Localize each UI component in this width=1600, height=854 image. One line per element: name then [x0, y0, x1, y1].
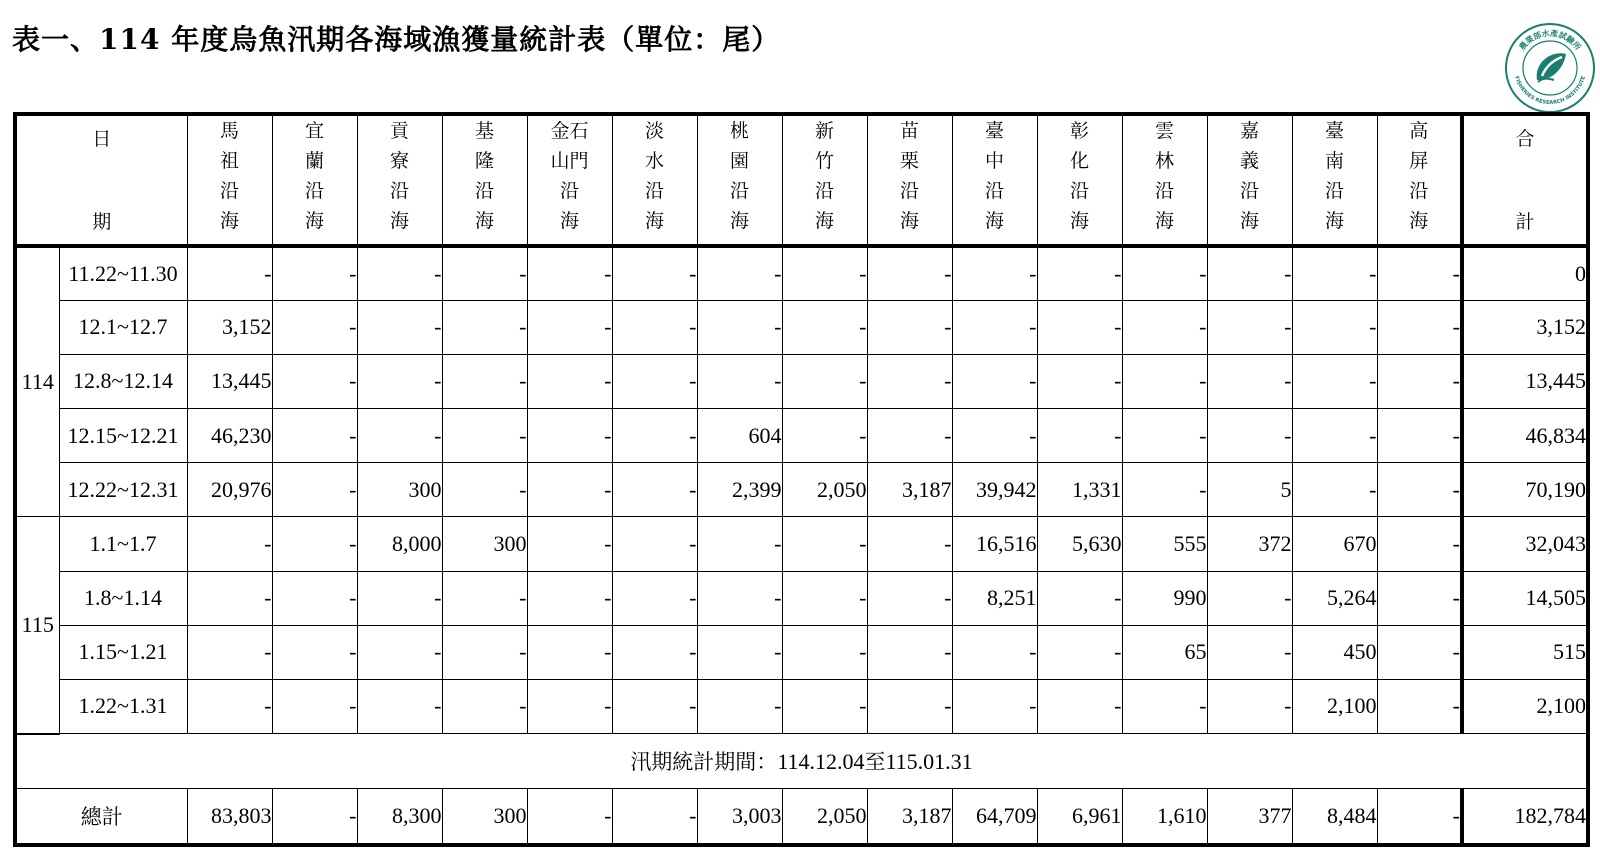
catch-value-cell: -: [187, 517, 272, 571]
region-header: [867, 114, 952, 246]
region-header-char: 雲: [1154, 120, 1174, 142]
catch-value-cell: 46,230: [187, 409, 272, 463]
table-row: [15, 517, 1588, 571]
region-header-char: 沿: [474, 180, 494, 202]
region-header-char: 中: [984, 150, 1004, 172]
period-cell: 1.15~1.21: [59, 625, 187, 679]
catch-value-cell: -: [867, 246, 952, 300]
region-header-char: 宜: [304, 120, 324, 142]
catch-value-cell: -: [782, 300, 867, 354]
region-header: [612, 114, 697, 246]
catch-value-cell: -: [952, 354, 1037, 408]
catch-value-cell: -: [1292, 409, 1377, 463]
row-total-cell: 70,190: [1462, 463, 1588, 517]
region-header-char: 高: [1409, 120, 1429, 142]
grand-total-value-cell: 8,484: [1292, 789, 1377, 845]
logo-text-top: 農業部水產試驗所: [1517, 28, 1583, 52]
catch-value-cell: -: [612, 517, 697, 571]
region-header-char: 屏: [1409, 150, 1429, 172]
region-header: [272, 114, 357, 246]
catch-value-cell: -: [272, 625, 357, 679]
catch-value-cell: -: [612, 679, 697, 733]
catch-value-cell: -: [187, 246, 272, 300]
catch-value-cell: -: [867, 517, 952, 571]
region-header: [1122, 114, 1207, 246]
catch-value-cell: 2,050: [782, 463, 867, 517]
region-header: [782, 114, 867, 246]
catch-value-cell: -: [1037, 625, 1122, 679]
region-header-char: 臺: [1324, 120, 1344, 142]
total-header-top: 合: [1515, 128, 1535, 150]
catch-value-cell: -: [272, 354, 357, 408]
region-header-char: 隆: [474, 150, 494, 172]
catch-value-cell: -: [272, 300, 357, 354]
catch-value-cell: -: [527, 409, 612, 463]
region-header-char: 海: [304, 210, 324, 232]
region-header-char: 嘉: [1239, 120, 1259, 142]
catch-value-cell: -: [952, 625, 1037, 679]
catch-value-cell: -: [697, 517, 782, 571]
region-header: [357, 114, 442, 246]
region-header: [1037, 114, 1122, 246]
catch-value-cell: 450: [1292, 625, 1377, 679]
catch-value-cell: -: [527, 300, 612, 354]
note-start-date: 114.12.04: [777, 749, 865, 775]
period-cell: 1.8~1.14: [59, 571, 187, 625]
region-header-char: 海: [729, 210, 749, 232]
region-header: [1207, 114, 1292, 246]
table-row: [15, 463, 1588, 517]
row-total-cell: 46,834: [1462, 409, 1588, 463]
table-row: [15, 354, 1588, 408]
region-header-char: 淡: [644, 120, 664, 142]
catch-value-cell: -: [442, 354, 527, 408]
region-header-char: 海: [559, 210, 579, 232]
catch-value-cell: -: [1037, 300, 1122, 354]
region-header-char: 海: [984, 210, 1004, 232]
region-header: [1292, 114, 1377, 246]
catch-value-cell: 2,399: [697, 463, 782, 517]
catch-value-cell: 2,100: [1292, 679, 1377, 733]
catch-value-cell: -: [1377, 679, 1462, 733]
catch-value-cell: -: [442, 625, 527, 679]
season-period-note: [15, 734, 1588, 789]
grand-total-sum-cell: 182,784: [1462, 789, 1588, 845]
grand-total-value-cell: -: [272, 789, 357, 845]
catch-value-cell: -: [1292, 246, 1377, 300]
region-header-char: 苗: [899, 120, 919, 142]
region-header: [527, 114, 612, 246]
catch-value-cell: 670: [1292, 517, 1377, 571]
catch-value-cell: -: [357, 409, 442, 463]
catch-value-cell: -: [952, 409, 1037, 463]
catch-value-cell: -: [272, 571, 357, 625]
region-header-char: 水: [644, 150, 664, 172]
grand-total-value-cell: 300: [442, 789, 527, 845]
catch-value-cell: -: [697, 679, 782, 733]
catch-value-cell: 39,942: [952, 463, 1037, 517]
region-header-char: 祖: [219, 150, 239, 172]
catch-value-cell: -: [187, 625, 272, 679]
table-row: [15, 300, 1588, 354]
catch-value-cell: 8,251: [952, 571, 1037, 625]
grand-total-value-cell: 6,961: [1037, 789, 1122, 845]
catch-value-cell: -: [1377, 517, 1462, 571]
catch-value-cell: -: [867, 354, 952, 408]
note-connector: 至: [864, 750, 886, 775]
table-row: [15, 625, 1588, 679]
catch-value-cell: -: [1207, 409, 1292, 463]
catch-value-cell: 3,152: [187, 300, 272, 354]
catch-value-cell: -: [442, 679, 527, 733]
catch-value-cell: -: [442, 409, 527, 463]
catch-value-cell: -: [1292, 300, 1377, 354]
catch-value-cell: -: [952, 300, 1037, 354]
grand-total-value-cell: 2,050: [782, 789, 867, 845]
region-header-char: 沿: [559, 180, 579, 202]
catch-value-cell: -: [1037, 679, 1122, 733]
catch-value-cell: -: [1377, 300, 1462, 354]
grand-total-value-cell: 1,610: [1122, 789, 1207, 845]
catch-value-cell: -: [357, 246, 442, 300]
catch-value-cell: -: [442, 246, 527, 300]
region-header-char: 林: [1154, 150, 1174, 172]
logo-text-bottom: FISHERIES RESEARCH INSTITUTE: [1513, 75, 1587, 107]
region-header-char: 金石: [550, 120, 589, 142]
row-total-cell: 32,043: [1462, 517, 1588, 571]
catch-value-cell: -: [1207, 354, 1292, 408]
catch-value-cell: 13,445: [187, 354, 272, 408]
grand-total-value-cell: 3,003: [697, 789, 782, 845]
catch-value-cell: -: [1037, 571, 1122, 625]
catch-value-cell: -: [357, 354, 442, 408]
row-total-cell: 0: [1462, 246, 1588, 300]
header-row: [15, 114, 1588, 246]
row-total-cell: 13,445: [1462, 354, 1588, 408]
region-header: [1377, 114, 1462, 246]
catch-value-cell: 5,264: [1292, 571, 1377, 625]
catch-value-cell: -: [1377, 625, 1462, 679]
catch-value-cell: 8,000: [357, 517, 442, 571]
catch-value-cell: -: [612, 625, 697, 679]
region-header-char: 桃: [729, 120, 749, 142]
row-total-cell: 515: [1462, 625, 1588, 679]
date-header-top: 日: [92, 128, 112, 150]
catch-value-cell: -: [952, 246, 1037, 300]
catch-value-cell: 300: [442, 517, 527, 571]
table-row: [15, 571, 1588, 625]
catch-value-cell: -: [187, 679, 272, 733]
catch-value-cell: -: [612, 571, 697, 625]
region-header-char: 沿: [1324, 180, 1344, 202]
catch-value-cell: 20,976: [187, 463, 272, 517]
catch-value-cell: -: [357, 300, 442, 354]
table-row: [15, 246, 1588, 300]
catch-value-cell: -: [1122, 354, 1207, 408]
catch-value-cell: -: [442, 463, 527, 517]
catch-value-cell: -: [357, 571, 442, 625]
catch-value-cell: -: [1292, 354, 1377, 408]
period-cell: 12.22~12.31: [59, 463, 187, 517]
region-header-char: 蘭: [304, 150, 324, 172]
catch-value-cell: 604: [697, 409, 782, 463]
catch-value-cell: -: [527, 571, 612, 625]
catch-value-cell: -: [697, 625, 782, 679]
region-header-char: 園: [729, 150, 749, 172]
year-cell: 114: [15, 246, 59, 517]
table-title: 表一、114 年度烏魚汛期各海域漁獲量統計表（單位：尾）: [12, 23, 781, 56]
period-cell: 12.8~12.14: [59, 354, 187, 408]
grand-total-value-cell: 83,803: [187, 789, 272, 845]
row-total-cell: 3,152: [1462, 300, 1588, 354]
region-header-char: 寮: [389, 150, 409, 172]
total-header-bottom: 計: [1515, 211, 1535, 233]
region-header-char: 沿: [1069, 180, 1089, 202]
grand-total-value-cell: -: [612, 789, 697, 845]
date-header-bottom: 期: [92, 211, 112, 233]
catch-value-cell: -: [1207, 679, 1292, 733]
catch-value-cell: -: [272, 517, 357, 571]
catch-value-cell: -: [442, 300, 527, 354]
note-end-date: 115.01.31: [885, 749, 973, 775]
catch-value-cell: -: [1037, 246, 1122, 300]
region-header-char: 栗: [899, 150, 919, 172]
catch-value-cell: -: [272, 679, 357, 733]
catch-value-cell: -: [1122, 409, 1207, 463]
catch-value-cell: -: [867, 625, 952, 679]
region-header-char: 海: [1154, 210, 1174, 232]
period-cell: 1.1~1.7: [59, 517, 187, 571]
catch-value-cell: -: [527, 246, 612, 300]
catch-value-cell: -: [782, 246, 867, 300]
period-cell: 11.22~11.30: [59, 246, 187, 300]
period-cell: 1.22~1.31: [59, 679, 187, 733]
catch-value-cell: -: [782, 679, 867, 733]
grand-total-value-cell: 377: [1207, 789, 1292, 845]
catch-value-cell: -: [782, 517, 867, 571]
region-header-char: 沿: [1239, 180, 1259, 202]
region-header-char: 沿: [814, 180, 834, 202]
catch-value-cell: -: [1207, 625, 1292, 679]
catch-value-cell: -: [272, 246, 357, 300]
catch-value-cell: -: [867, 300, 952, 354]
catch-value-cell: 555: [1122, 517, 1207, 571]
grand-total-row: [15, 789, 1588, 845]
catch-value-cell: -: [527, 679, 612, 733]
region-header-char: 海: [1409, 210, 1429, 232]
region-header-char: 彰: [1069, 120, 1089, 142]
catch-value-cell: -: [357, 679, 442, 733]
grand-total-value-cell: -: [527, 789, 612, 845]
grand-total-value-cell: 8,300: [357, 789, 442, 845]
region-header-char: 山門: [550, 150, 589, 172]
region-header-char: 海: [814, 210, 834, 232]
catch-value-cell: -: [1122, 300, 1207, 354]
catch-value-cell: -: [782, 625, 867, 679]
region-header: [697, 114, 782, 246]
catch-value-cell: -: [1377, 246, 1462, 300]
catch-value-cell: -: [782, 354, 867, 408]
catch-value-cell: -: [187, 571, 272, 625]
catch-value-cell: -: [1037, 354, 1122, 408]
region-header-char: 海: [899, 210, 919, 232]
catch-value-cell: -: [1207, 571, 1292, 625]
catch-value-cell: -: [1292, 463, 1377, 517]
region-header-char: 海: [389, 210, 409, 232]
region-header-char: 南: [1324, 150, 1344, 172]
table-row: [15, 409, 1588, 463]
catch-value-cell: -: [527, 625, 612, 679]
region-header-char: 沿: [984, 180, 1004, 202]
catch-value-cell: -: [697, 571, 782, 625]
catch-value-cell: 990: [1122, 571, 1207, 625]
grand-total-value-cell: -: [1377, 789, 1462, 845]
catch-value-cell: -: [612, 300, 697, 354]
region-header-char: 貢: [389, 120, 409, 142]
table-row: [15, 679, 1588, 733]
catch-value-cell: 372: [1207, 517, 1292, 571]
region-header-char: 沿: [899, 180, 919, 202]
catch-value-cell: -: [612, 463, 697, 517]
catch-value-cell: -: [612, 409, 697, 463]
region-header: [442, 114, 527, 246]
region-header-char: 海: [219, 210, 239, 232]
region-header-char: 化: [1069, 150, 1089, 172]
region-header-char: 義: [1239, 150, 1259, 172]
grand-total-value-cell: 64,709: [952, 789, 1037, 845]
catch-value-cell: 5: [1207, 463, 1292, 517]
region-header: [187, 114, 272, 246]
grand-total-value-cell: 3,187: [867, 789, 952, 845]
catch-value-cell: -: [697, 354, 782, 408]
catch-value-cell: -: [1207, 300, 1292, 354]
region-header-char: 沿: [1154, 180, 1174, 202]
catch-value-cell: 300: [357, 463, 442, 517]
region-header-char: 沿: [644, 180, 664, 202]
date-column-header: [15, 114, 187, 246]
region-header-char: 沿: [1409, 180, 1429, 202]
catch-value-cell: -: [1122, 463, 1207, 517]
year-cell: 115: [15, 517, 59, 734]
catch-value-cell: -: [1207, 246, 1292, 300]
catch-value-cell: -: [272, 409, 357, 463]
catch-value-cell: 65: [1122, 625, 1207, 679]
region-header: [952, 114, 1037, 246]
period-cell: 12.15~12.21: [59, 409, 187, 463]
row-total-cell: 14,505: [1462, 571, 1588, 625]
region-header-char: 臺: [984, 120, 1004, 142]
region-header-char: 海: [1239, 210, 1259, 232]
fisheries-research-institute-logo: [1504, 22, 1596, 114]
region-header-char: 馬: [219, 120, 239, 142]
table-body: [15, 246, 1588, 845]
region-header-char: 海: [1069, 210, 1089, 232]
catch-value-cell: 3,187: [867, 463, 952, 517]
catch-value-cell: -: [1122, 246, 1207, 300]
catch-value-cell: -: [357, 625, 442, 679]
region-header-char: 沿: [219, 180, 239, 202]
catch-value-cell: -: [782, 571, 867, 625]
catch-value-cell: -: [867, 571, 952, 625]
grand-total-label: 總計: [15, 789, 187, 845]
catch-value-cell: -: [782, 409, 867, 463]
region-header-char: 基: [474, 120, 494, 142]
catch-value-cell: -: [442, 571, 527, 625]
region-header-char: 海: [1324, 210, 1344, 232]
catch-value-cell: -: [697, 246, 782, 300]
region-header-char: 沿: [304, 180, 324, 202]
catch-statistics-table: [13, 112, 1590, 847]
catch-value-cell: -: [612, 246, 697, 300]
catch-value-cell: -: [527, 517, 612, 571]
catch-value-cell: -: [1377, 409, 1462, 463]
period-cell: 12.1~12.7: [59, 300, 187, 354]
catch-value-cell: 5,630: [1037, 517, 1122, 571]
note-label: 汛期統計期間：: [630, 750, 778, 775]
region-header-char: 竹: [814, 150, 834, 172]
catch-value-cell: -: [867, 409, 952, 463]
catch-value-cell: -: [272, 463, 357, 517]
catch-value-cell: -: [697, 300, 782, 354]
catch-value-cell: -: [1037, 409, 1122, 463]
region-header-char: 海: [474, 210, 494, 232]
season-period-note-row: [15, 734, 1588, 789]
catch-value-cell: -: [612, 354, 697, 408]
catch-value-cell: -: [527, 463, 612, 517]
catch-value-cell: 16,516: [952, 517, 1037, 571]
catch-value-cell: -: [1377, 571, 1462, 625]
total-column-header: [1462, 114, 1588, 246]
region-header-char: 沿: [729, 180, 749, 202]
catch-value-cell: -: [527, 354, 612, 408]
catch-value-cell: -: [1122, 679, 1207, 733]
region-header-char: 海: [644, 210, 664, 232]
catch-value-cell: -: [1377, 354, 1462, 408]
catch-value-cell: -: [1377, 463, 1462, 517]
region-header-char: 沿: [389, 180, 409, 202]
catch-value-cell: -: [867, 679, 952, 733]
catch-value-cell: -: [952, 679, 1037, 733]
row-total-cell: 2,100: [1462, 679, 1588, 733]
catch-value-cell: 1,331: [1037, 463, 1122, 517]
region-header-char: 新: [814, 120, 834, 142]
